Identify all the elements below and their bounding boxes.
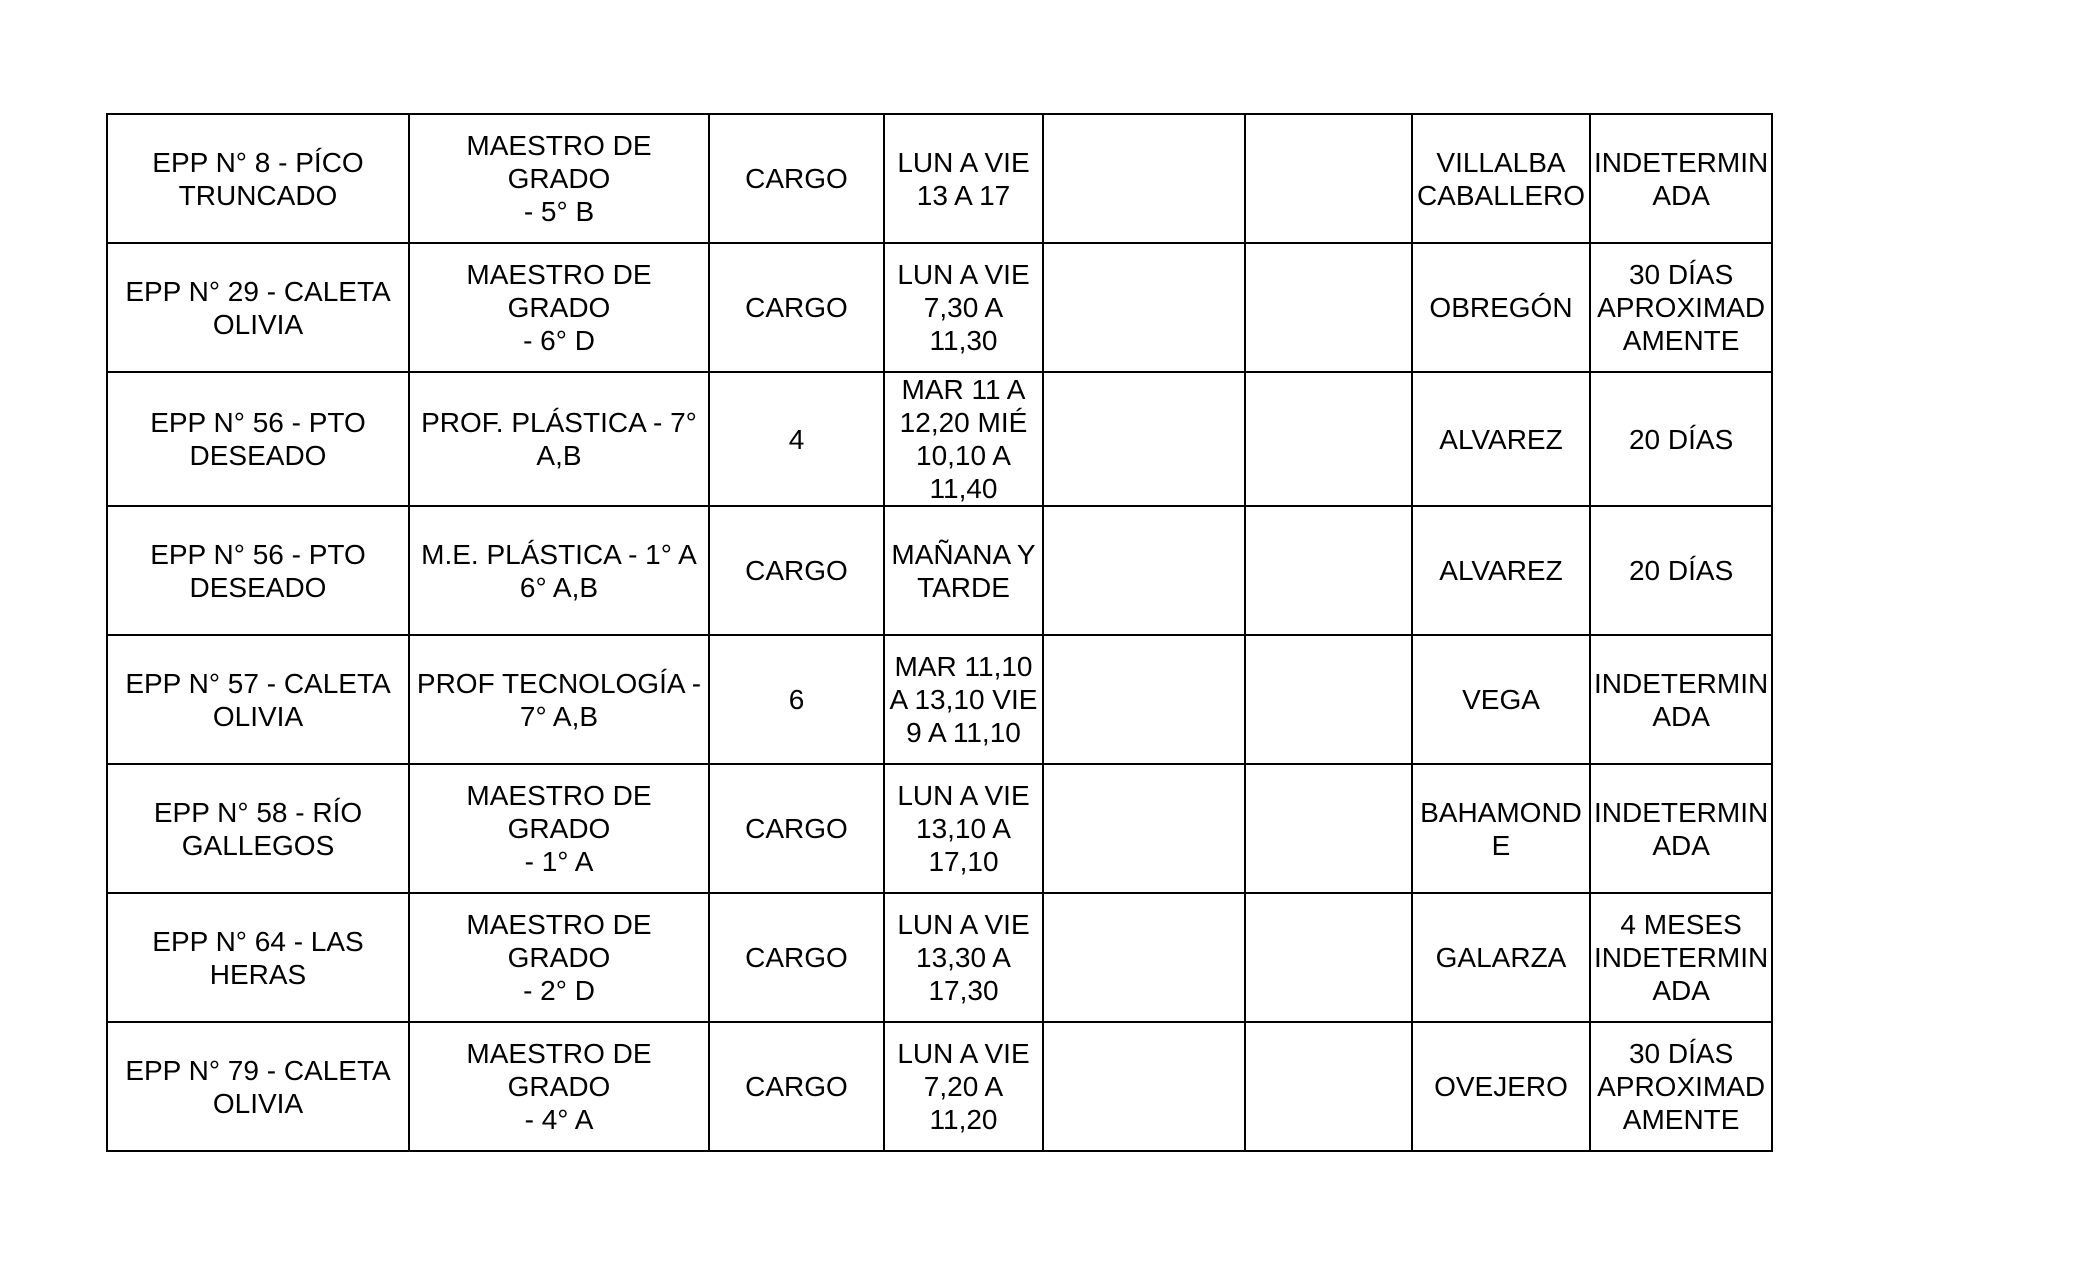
blank-cell-1 (1043, 893, 1245, 1022)
teacher-cell: OBREGÓN (1412, 243, 1590, 372)
table-row (107, 372, 1772, 506)
teacher-cell: OVEJERO (1412, 1022, 1590, 1151)
type-cell: 4 (709, 372, 884, 506)
school-cell: EPP N° 29 - CALETA OLIVIA (107, 243, 409, 372)
type-cell: 6 (709, 635, 884, 764)
table-body (107, 114, 1772, 1151)
blank-cell-2 (1245, 893, 1412, 1022)
table-row (107, 114, 1772, 243)
table-row (107, 635, 1772, 764)
type-cell: CARGO (709, 114, 884, 243)
school-cell: EPP N° 64 - LAS HERAS (107, 893, 409, 1022)
duration-cell: INDETERMIN ADA (1590, 635, 1772, 764)
position-cell: M.E. PLÁSTICA - 1° A 6° A,B (409, 506, 709, 635)
table-row (107, 893, 1772, 1022)
school-cell: EPP N° 57 - CALETA OLIVIA (107, 635, 409, 764)
position-cell: MAESTRO DE GRADO - 1° A (409, 764, 709, 893)
teacher-cell: ALVAREZ (1412, 372, 1590, 506)
school-cell: EPP N° 56 - PTO DESEADO (107, 506, 409, 635)
duration-cell: INDETERMIN ADA (1590, 764, 1772, 893)
schedule-cell: MAR 11 A 12,20 MIÉ 10,10 A 11,40 (884, 372, 1043, 506)
position-cell: MAESTRO DE GRADO - 4° A (409, 1022, 709, 1151)
blank-cell-2 (1245, 372, 1412, 506)
designations-table (106, 113, 1773, 1152)
school-cell: EPP N° 8 - PÍCO TRUNCADO (107, 114, 409, 243)
duration-cell: 20 DÍAS (1590, 372, 1772, 506)
blank-cell-1 (1043, 1022, 1245, 1151)
position-cell: MAESTRO DE GRADO - 5° B (409, 114, 709, 243)
school-cell: EPP N° 58 - RÍO GALLEGOS (107, 764, 409, 893)
school-cell: EPP N° 79 - CALETA OLIVIA (107, 1022, 409, 1151)
blank-cell-2 (1245, 243, 1412, 372)
blank-cell-1 (1043, 764, 1245, 893)
blank-cell-2 (1245, 635, 1412, 764)
teacher-cell: BAHAMOND E (1412, 764, 1590, 893)
duration-cell: INDETERMIN ADA (1590, 114, 1772, 243)
schedule-cell: LUN A VIE 7,30 A 11,30 (884, 243, 1043, 372)
blank-cell-1 (1043, 372, 1245, 506)
teacher-cell: GALARZA (1412, 893, 1590, 1022)
blank-cell-1 (1043, 114, 1245, 243)
schedule-cell: MAÑANA Y TARDE (884, 506, 1043, 635)
type-cell: CARGO (709, 893, 884, 1022)
position-cell: MAESTRO DE GRADO - 2° D (409, 893, 709, 1022)
school-cell: EPP N° 56 - PTO DESEADO (107, 372, 409, 506)
blank-cell-1 (1043, 506, 1245, 635)
type-cell: CARGO (709, 1022, 884, 1151)
schedule-cell: LUN A VIE 7,20 A 11,20 (884, 1022, 1043, 1151)
table-row (107, 1022, 1772, 1151)
type-cell: CARGO (709, 764, 884, 893)
duration-cell: 4 MESES INDETERMIN ADA (1590, 893, 1772, 1022)
blank-cell-2 (1245, 506, 1412, 635)
schedule-cell: LUN A VIE 13,30 A 17,30 (884, 893, 1043, 1022)
position-cell: PROF. PLÁSTICA - 7° A,B (409, 372, 709, 506)
blank-cell-1 (1043, 243, 1245, 372)
table-row (107, 764, 1772, 893)
table-row (107, 506, 1772, 635)
position-cell: PROF TECNOLOGÍA - 7° A,B (409, 635, 709, 764)
teacher-cell: VILLALBA CABALLERO (1412, 114, 1590, 243)
duration-cell: 20 DÍAS (1590, 506, 1772, 635)
teacher-cell: VEGA (1412, 635, 1590, 764)
schedule-cell: LUN A VIE 13,10 A 17,10 (884, 764, 1043, 893)
schedule-cell: MAR 11,10 A 13,10 VIE 9 A 11,10 (884, 635, 1043, 764)
duration-cell: 30 DÍAS APROXIMAD AMENTE (1590, 243, 1772, 372)
schedule-cell: LUN A VIE 13 A 17 (884, 114, 1043, 243)
blank-cell-1 (1043, 635, 1245, 764)
duration-cell: 30 DÍAS APROXIMAD AMENTE (1590, 1022, 1772, 1151)
position-cell: MAESTRO DE GRADO - 6° D (409, 243, 709, 372)
table-row (107, 243, 1772, 372)
blank-cell-2 (1245, 114, 1412, 243)
blank-cell-2 (1245, 764, 1412, 893)
type-cell: CARGO (709, 243, 884, 372)
teacher-cell: ALVAREZ (1412, 506, 1590, 635)
blank-cell-2 (1245, 1022, 1412, 1151)
type-cell: CARGO (709, 506, 884, 635)
